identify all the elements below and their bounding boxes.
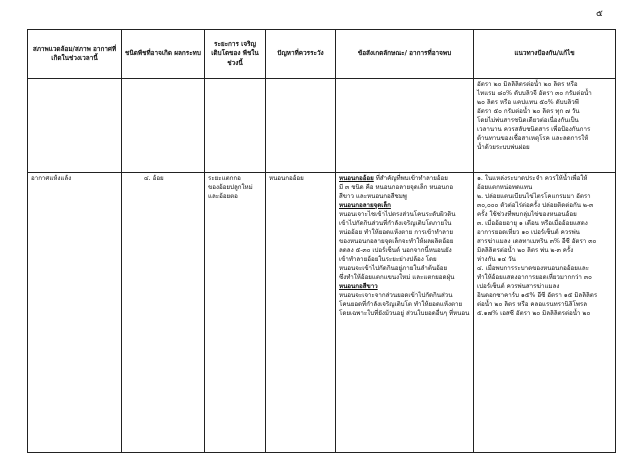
text: ลดลง ๕-๓๐ เปอร์เซ็นต์ นอกจากนี้หนอนยัง [339,246,452,254]
subheading: หนอนกอสีขาว [339,282,378,290]
text-line: และอ้อยตอ [208,192,238,200]
text-line [339,292,470,301]
text-line: ทำให้อ้อยแสดงอาการยอดเหี่ยวมากกว่า ๓๐ [477,273,592,281]
text: หน่ออ้อย ทำให้ยอดแห้งตาย การเข้าทำลาย [339,228,454,236]
text: โคนยอดที่กำลังเจริญเติบโต ทำให้ยอดแห้งตาย [339,300,463,308]
cell-empty [266,79,336,173]
text-line: โดยไม่พ่นสารชนิดเดียวต่อเนื่องกันเป็น [477,116,579,124]
table-row-drought-sugarcane [28,173,616,453]
cell-empty [336,79,474,173]
text-line [339,202,470,211]
text: ที่สำคัญที่พบเข้าทำลายอ้อย [373,175,448,182]
text-line [339,310,470,319]
crop-guidance-table [27,29,616,453]
text-line: ๓๐,๐๐๐ ตัวต่อไร่ต่อครั้ง ปล่อยติดต่อกัน ๒-๓ [477,201,594,209]
cell-empty [28,79,122,173]
cell-guidance [474,173,616,453]
cell-problem: หนอนกออ้อย [266,173,336,453]
header-stage: ระยะการ เจริญเติบโตของ พืชในช่วงนี้ [205,30,266,79]
text-line: ๕.๑๗% เอสซี อัตรา ๒๐ มิลลิลิตรต่อน้ำ ๒๐ [477,309,591,317]
text: ซึ่งทำให้อ้อยแตกแขนงใหม่ และแตกยอดฝุ่น [339,273,455,281]
text-line [339,175,470,184]
text: เข้าไปกัดกินส่วนที่กำลังเจริญเติบโตภายใน [339,219,452,227]
table-header-row [28,30,616,79]
text-line: อัตรา ๕๐ กรัมต่อน้ำ ๒๐ ลิตร ทุก ๗ วัน [477,107,580,115]
text: โดยเฉพาะใบที่ยังม้วนอยู่ ส่วนใบยอดอื่นๆ ที่หนอน [339,309,470,317]
header-crop: ชนิดพืชที่อาจเกิด ผลกระทบ [122,30,205,79]
text-line: ไทแรม ๘๐% ดับบลิวจี อัตรา ๓๐ กรัมต่อน้ำ [477,89,592,97]
text-line [339,283,470,292]
header-observation: ข้อสังเกตลักษณะ/ อาการที่อาจพบ [336,30,474,79]
text-line: ๒. ปล่อยแตนเบียนไข่ไตรโคแกรมมา อัตรา [477,192,591,200]
cell-guidance-continued [474,79,616,173]
cell-observation [336,173,474,453]
text-line: น้ำด้วยระบบพ่นฝอย [477,143,530,151]
text: หนอนจะเจาะจากส่วนยอดเข้าไปกัดกินส่วน [339,291,453,299]
text: หนอนจะเข้าไปกัดกินอยู่ภายในลำต้นอ้อย [339,264,448,272]
text-line [339,256,470,265]
text-line: อาการยอดเหี่ยว ๑๐ เปอร์เซ็นต์ ควรพ่น [477,228,580,236]
text-line: อ้อยแตกหน่อทดแทน [477,183,533,191]
text: สีขาว และหนอนกอสีชมพู [339,192,407,200]
text-line: ๓. เมื่ออ้อยอายุ ๑ เดือน หรือเมื่ออ้อยแสดง [477,219,588,227]
text-line [339,301,470,310]
text: มี ๓ ชนิด คือ หนอนกอลายจุดเล็ก หนอนกอ [339,183,454,191]
text-line: อินดอกซาคาร์บ ๑๕% อีซี อัตรา ๑๕ มิลลิลิตร [477,291,598,299]
text-line [339,229,470,238]
header-guidance: แนวทางป้องกัน/แก้ไข [474,30,616,79]
cell-stage [205,173,266,453]
text-line: ๑. ในแหล่งระบาดประจำ ควรให้น้ำเพื่อให้ [477,175,588,182]
text-line: ๒๐ ลิตร หรือ แคปแทน ๕๐% ดับบลิวพี [477,98,579,106]
text-line: ต่อน้ำ ๒๐ ลิตร หรือ คลอแรนทรานิลิโพรล [477,300,588,308]
cell-empty [205,79,266,173]
text-line: เวลานาน ควรสลับชนิดสาร เพื่อป้องกันการ [477,125,591,133]
text-line [339,274,470,283]
cell-condition: อากาศแห้งแล้ง [28,173,122,453]
text-line [339,193,470,202]
text-line: มิลลิลิตรต่อน้ำ ๒๐ ลิตร พ่น ๒-๓ ครั้ง [477,246,574,254]
text-line [339,238,470,247]
text-line: สารฆ่าแมลง เดลทาเมทริน ๓% อีซี อัตรา ๓๐ [477,237,597,245]
table-row-continuation [28,79,616,173]
text-line: ของอ้อยปลูกใหม่ [208,183,253,191]
text-line: อัตรา ๒๐ มิลลิลิตรต่อน้ำ ๒๐ ลิตร หรือ [477,81,578,88]
header-problem: ปัญหาที่ควรระวัง [266,30,336,79]
subheading: หนอนกออ้อย [339,175,374,182]
text-line [339,220,470,229]
cell-crop: ๔. อ้อย [122,173,205,453]
page-number: ๕ [596,9,603,19]
text-line: ครั้ง ใช้ช่วงที่พบกลุ่มไข่ของหนอนอ้อย [477,210,577,218]
text-line [339,265,470,274]
text-line [339,247,470,256]
text: ของหนอนกอลายจุดเล็กจะทำให้ผลผลิตอ้อย [339,237,454,245]
text: หนอนเจาะไชเข้าไปตรงส่วนโคนระดับผิวดิน [339,210,456,218]
cell-empty [122,79,205,173]
text-line: เปอร์เซ็นต์ ควรพ่นสารฆ่าแมลง [477,282,560,290]
subheading: หนอนกอลายจุดเล็ก [339,201,391,209]
text: เข้าทำลายอ้อยในระยะย่างปล้อง โดย [339,255,437,263]
text-line: ต้านทานของเชื้อสาเหตุโรค และลดการให้ [477,134,589,142]
text-line: ห่างกัน ๑๔ วัน [477,255,516,263]
header-condition: สภาพแวดล้อม/สภาพ อากาศที่เกิดในช่วงเวลานี้ [28,30,122,79]
text-line: ระยะแตกกอ [208,175,241,182]
text-line: ๔. เมื่อพบการระบาดของหนอนกออ้อยและ [477,264,589,272]
text-line [339,211,470,220]
text-line [339,184,470,193]
